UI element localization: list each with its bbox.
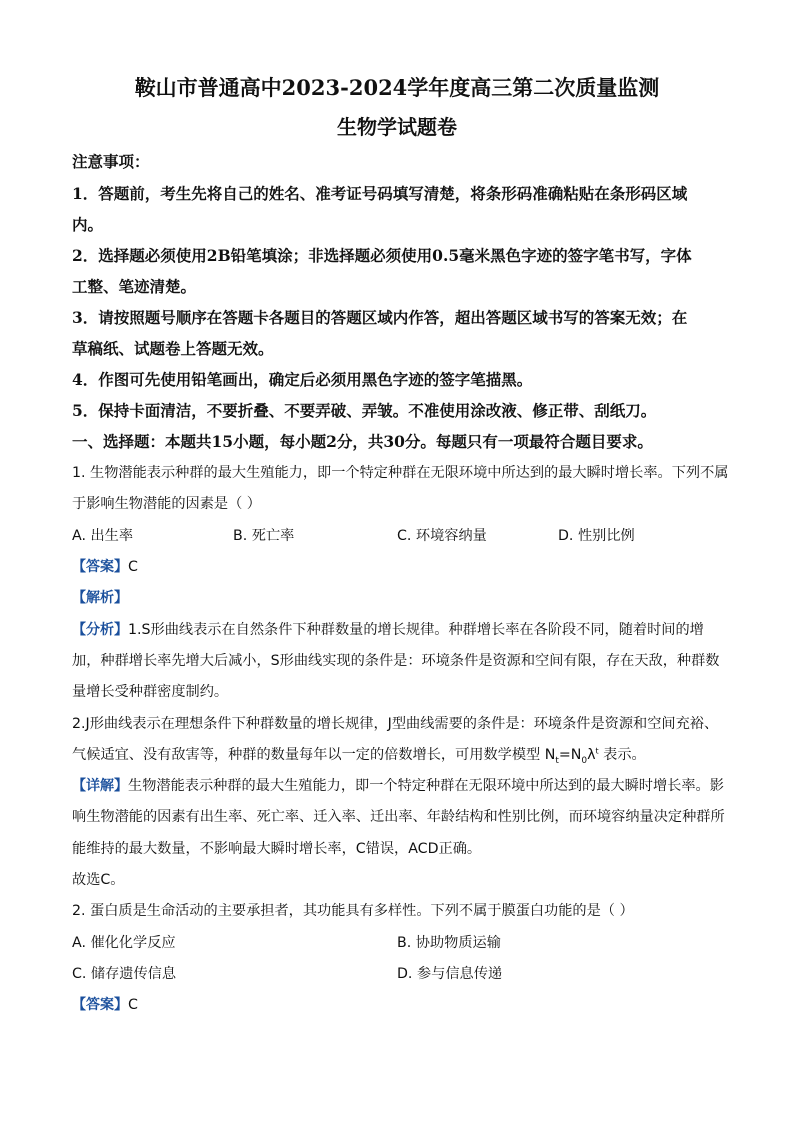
section-heading: 一、选择题：本题共15小题，每小题2分，共30分。每题只有一项最符合题目要求。 bbox=[72, 432, 653, 451]
detail-text: 生物潜能表示种群的最大生殖能力，即一个特定种群在无限环境中所达到的最大瞬时增长率。影 bbox=[128, 778, 724, 794]
q1-fenxi-line bbox=[72, 619, 704, 639]
formula-superscript: t bbox=[595, 746, 599, 756]
q1-fenxi-line: 量增长受种群密度制约。 bbox=[72, 684, 229, 700]
formula-text: =N bbox=[558, 747, 582, 763]
q2-option-a: A. 催化化学反应 bbox=[72, 935, 176, 951]
formula-subscript: 0 bbox=[581, 755, 588, 766]
fenxi-text: 1.S形曲线表示在自然条件下种群数量的增长规律。种群增长率在各阶段不同，随着时间的增 bbox=[128, 622, 704, 638]
analysis-tag: 【解析】 bbox=[72, 590, 128, 606]
notice-item: 4．作图可先使用铅笔画出，确定后必须用黑色字迹的签字笔描黑。 bbox=[72, 370, 533, 389]
q2-option-c: C. 储存遗传信息 bbox=[72, 966, 177, 982]
exam-subtitle: 生物学试题卷 bbox=[337, 115, 457, 139]
q1-detail-line: 能维持的最大数量，不影响最大瞬时增长率，C错误，ACD正确。 bbox=[72, 841, 482, 857]
exam-title: 鞍山市普通高中2023-2024学年度高三第二次质量监测 bbox=[134, 75, 660, 100]
notice-item: 3．请按照题号顺序在答题卡各题目的答题区域内作答，超出答题区域书写的答案无效；在 bbox=[72, 308, 688, 327]
fenxi-tag: 【分析】 bbox=[72, 622, 128, 638]
answer-tag: 【答案】 bbox=[72, 997, 128, 1013]
detail-tag: 【详解】 bbox=[72, 778, 128, 794]
q1-detail-line bbox=[72, 775, 724, 795]
notice-item: 1．答题前，考生先将自己的姓名、准考证号码填写清楚，将条形码准确粘贴在条形码区域 bbox=[72, 184, 688, 203]
answer-value: C bbox=[128, 559, 138, 575]
answer-tag: 【答案】 bbox=[72, 559, 128, 575]
q2-stem: 2. 蛋白质是生命活动的主要承担者，其功能具有多样性。下列不属于膜蛋白功能的是（ ） bbox=[72, 903, 634, 919]
q1-option-d: D. 性别比例 bbox=[558, 528, 635, 544]
formula-lambda: λ bbox=[587, 747, 596, 763]
q1-analysis bbox=[72, 587, 128, 607]
q1-fenxi-line: 2.J形曲线表示在理想条件下种群数量的增长规律，J型曲线需要的条件是：环境条件是资源和空间充裕、 bbox=[72, 716, 719, 732]
notice-item: 草稿纸、试题卷上答题无效。 bbox=[72, 339, 274, 358]
fenxi-text: 表示。 bbox=[598, 747, 646, 763]
q1-option-b: B. 死亡率 bbox=[233, 528, 295, 544]
notice-heading: 注意事项： bbox=[72, 152, 150, 171]
notice-item: 5．保持卡面清洁，不要折叠、不要弄破、弄皱。不准使用涂改液、修正带、刮纸刀。 bbox=[72, 401, 657, 420]
q1-fenxi-line: 加，种群增长率先增大后减小，S形曲线实现的条件是：环境条件是资源和空间有限，存在天敌，种群数 bbox=[72, 653, 720, 669]
q2-option-d: D. 参与信息传递 bbox=[397, 966, 503, 982]
q1-stem-line: 于影响生物潜能的因素是（ ） bbox=[72, 496, 261, 512]
q1-detail-line: 响生物潜能的因素有出生率、死亡率、迁入率、迁出率、年龄结构和性别比例，而环境容纳量决定种群所 bbox=[72, 809, 725, 825]
notice-item: 工整、笔迹清楚。 bbox=[72, 277, 197, 296]
q1-answer bbox=[72, 556, 138, 576]
fenxi-text: 气候适宜、没有敌害等，种群的数量每年以一定的倍数增长，可用数学模型 N bbox=[72, 747, 556, 763]
q2-option-b: B. 协助物质运输 bbox=[397, 935, 501, 951]
q1-option-c: C. 环境容纳量 bbox=[397, 528, 487, 544]
answer-value: C bbox=[128, 997, 138, 1013]
notice-item: 内。 bbox=[72, 215, 104, 234]
q2-answer bbox=[72, 994, 138, 1014]
q1-option-a: A. 出生率 bbox=[72, 528, 134, 544]
q1-conclusion: 故选C。 bbox=[72, 872, 125, 888]
q1-stem-line: 1. 生物潜能表示种群的最大生殖能力，即一个特定种群在无限环境中所达到的最大瞬时增长率。下列不属 bbox=[72, 465, 729, 481]
formula-subscript: t bbox=[555, 755, 559, 766]
notice-item: 2．选择题必须使用2B铅笔填涂；非选择题必须使用0.5毫米黑色字迹的签字笔书写，字体 bbox=[72, 246, 692, 265]
q1-fenxi-line bbox=[72, 744, 646, 766]
